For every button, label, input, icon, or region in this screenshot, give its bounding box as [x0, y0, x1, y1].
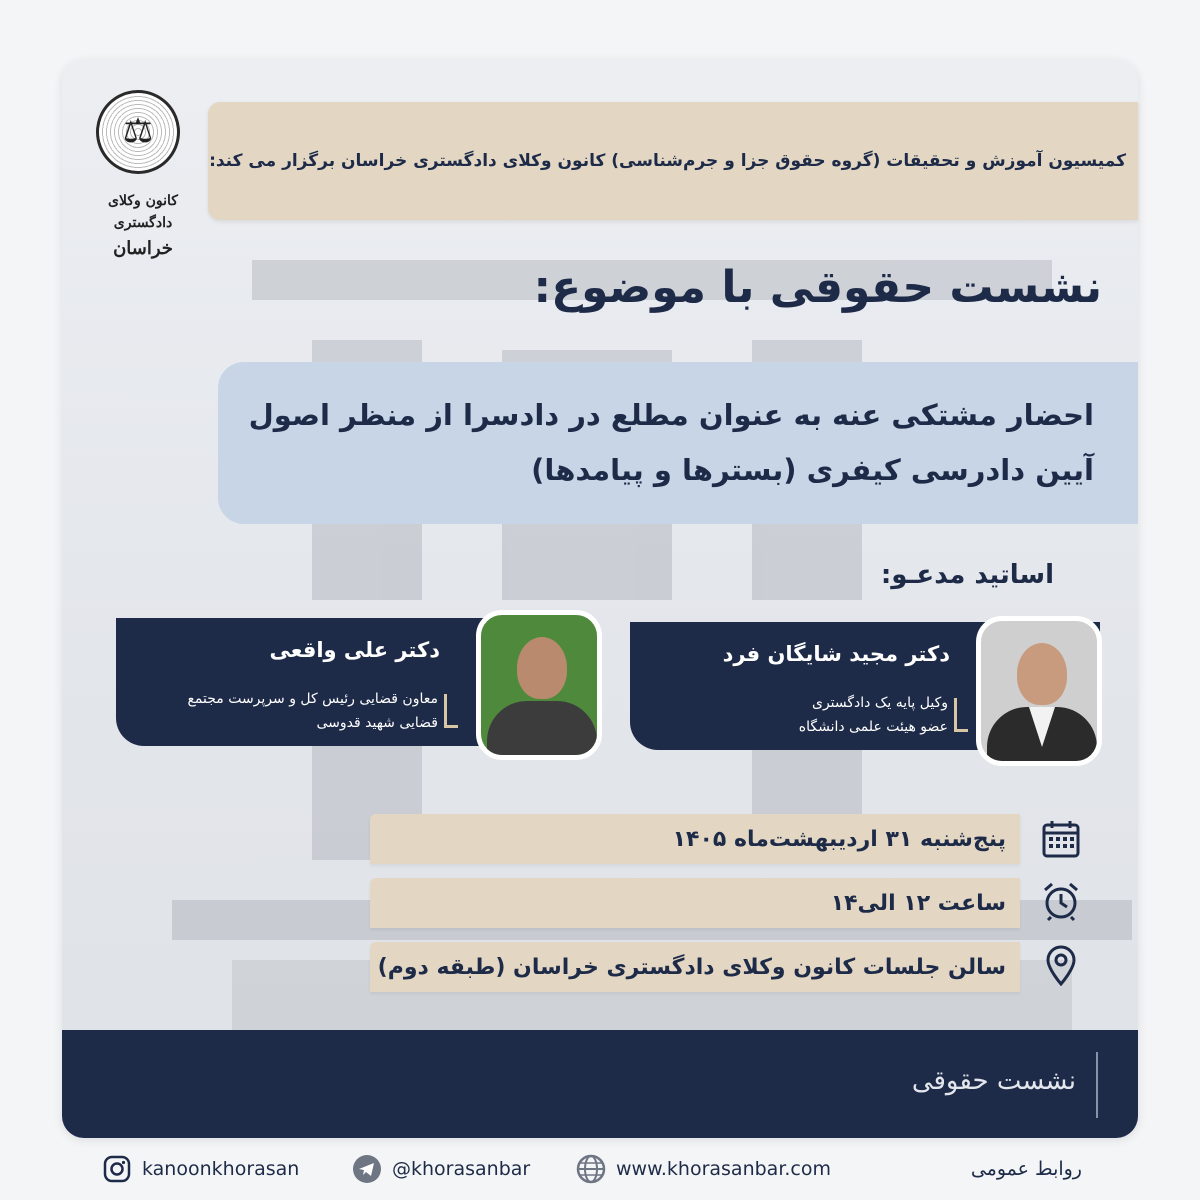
organizer-banner	[208, 102, 1138, 220]
alarm-clock-icon	[1040, 880, 1082, 922]
speaker-name: دکتر مجید شایگان فرد	[722, 642, 950, 666]
speaker-photo-shayganfard	[976, 616, 1102, 766]
telegram-contact[interactable]	[352, 1154, 530, 1184]
calendar-icon	[1040, 818, 1082, 860]
instagram-contact[interactable]	[102, 1154, 299, 1184]
guests-title: اساتید مدعـو:	[880, 560, 1054, 590]
topic-line-1: احضار مشتکی عنه به عنوان مطلع در دادسرا از منظر اصول	[248, 397, 1094, 432]
contact-strip	[0, 1148, 1200, 1188]
footer-divider	[1096, 1052, 1098, 1118]
time-row	[370, 878, 1020, 928]
footer-bar	[62, 1030, 1138, 1138]
date-row	[370, 814, 1020, 864]
telegram-handle: @khorasanbar	[392, 1158, 531, 1180]
speaker-description	[799, 692, 948, 740]
speaker-photo-vaghei	[476, 610, 602, 760]
topic-box	[218, 362, 1138, 524]
topic-line-2: آیین دادرسی کیفری (بسترها و پیامدها)	[531, 453, 1094, 487]
event-date: پنج‌شنبه ۳۱ اردیبهشت‌ماه ۱۴۰۵	[672, 826, 1006, 852]
bar-association-logo	[88, 90, 198, 260]
speaker-description	[187, 688, 438, 736]
footer-label: نشست حقوقی	[911, 1066, 1076, 1096]
speaker-desc-line1: معاون قضایی رئیس کل و سرپرست مجتمع	[187, 691, 438, 707]
gold-bracket-decoration	[954, 698, 968, 732]
globe-icon	[576, 1154, 606, 1184]
logo-text-line2: خراسان	[113, 237, 173, 259]
event-heading: نشست حقوقی با موضوع:	[533, 262, 1102, 313]
logo-text-line1: کانون وکلای دادگستری	[108, 193, 178, 232]
seal-emblem-icon	[96, 90, 180, 174]
instagram-icon	[102, 1154, 132, 1184]
location-row	[370, 942, 1020, 992]
website-url: www.khorasanbar.com	[616, 1158, 832, 1180]
gold-bracket-decoration	[444, 694, 458, 728]
instagram-handle: kanoonkhorasan	[142, 1158, 300, 1180]
public-relations-label: روابط عمومی	[970, 1158, 1082, 1180]
organizer-intro-text: کمیسیون آموزش و تحقیقات (گروه حقوق جزا و جرم‌شناسی) کانون وکلای دادگستری خراسان برگزار می کند:	[209, 151, 1126, 171]
location-pin-icon	[1040, 944, 1082, 986]
speaker-desc-line1: وکیل پایه یک دادگستری	[811, 695, 948, 711]
event-location: سالن جلسات کانون وکلای دادگستری خراسان (طبقه دوم)	[377, 954, 1006, 980]
speaker-desc-line2: عضو هیئت علمی دانشگاه	[798, 718, 948, 735]
website-contact[interactable]	[576, 1154, 831, 1184]
speaker-name: دکتر علی واقعی	[269, 638, 440, 662]
telegram-icon	[352, 1154, 382, 1184]
speaker-desc-line2: قضایی شهید قدوسی	[316, 714, 438, 731]
event-time: ساعت ۱۲ الی۱۴	[830, 890, 1006, 916]
